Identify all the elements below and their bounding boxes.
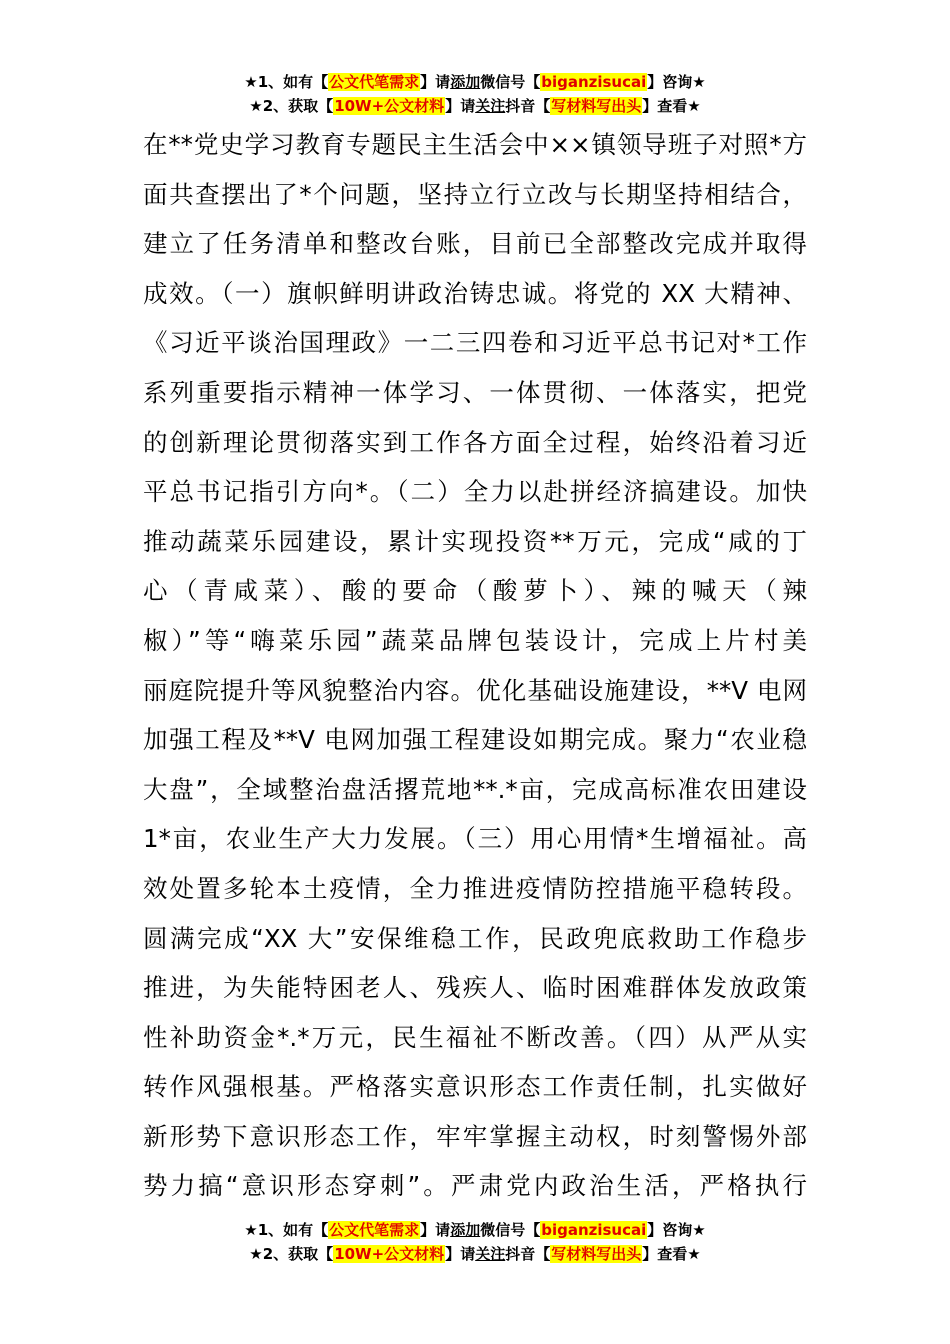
promo-text: 】咨询★ — [647, 1221, 706, 1239]
text-line: 的创新理论贯彻落实到工作各方面全过程，始终沿着习近 — [143, 427, 807, 457]
text-line: 《习近平谈治国理政》一二三四卷和习近平总书记对*工作 — [143, 328, 807, 358]
text-line: 平总书记指引方向*。（二）全力以赴拼经济搞建设。加快 — [143, 477, 807, 507]
text-line: 新形势下意识形态工作，牢牢掌握主动权，时刻警惕外部 — [143, 1121, 807, 1151]
highlight-wechat-id: biganzisucai — [541, 73, 647, 91]
underlined-text: 关注 — [475, 1245, 506, 1263]
bottom-promo-banner — [0, 1218, 950, 1266]
promo-line-1 — [0, 1218, 950, 1242]
highlight-service: 公文代笔需求 — [329, 1221, 420, 1239]
promo-line-2 — [0, 1242, 950, 1266]
text-line: 成效。（一）旗帜鲜明讲政治铸忠诚。将党的 XX 大精神、 — [143, 278, 807, 308]
promo-text: ★2、获取【 — [249, 97, 334, 115]
promo-text: 】请 — [420, 1221, 451, 1239]
text-line: 面共查摆出了*个问题，坚持立行立改与长期坚持相结合， — [143, 179, 807, 209]
text-line: 椒）”等“嗨菜乐园”蔬菜品牌包装设计，完成上片村美 — [143, 625, 807, 655]
promo-text: 】请 — [420, 73, 451, 91]
promo-text: 】查看★ — [642, 97, 701, 115]
promo-text: ★1、如有【 — [244, 1221, 329, 1239]
text-line: 大盘”，全域整治盘活撂荒地**.*亩，完成高标准农田建设 — [143, 774, 807, 804]
promo-line-1 — [0, 70, 950, 94]
text-line: 效处置多轮本土疫情，全力推进疫情防控措施平稳转段。 — [143, 873, 807, 903]
highlight-service: 公文代笔需求 — [329, 73, 420, 91]
underlined-text: 添加 — [450, 1221, 481, 1239]
document-body — [143, 120, 807, 1211]
promo-line-2 — [0, 94, 950, 118]
promo-text: 】请 — [445, 1245, 476, 1263]
promo-text: 】请 — [445, 97, 476, 115]
highlight-douyin-account: 写材料写出头 — [551, 1245, 642, 1263]
text-line: 转作风强根基。严格落实意识形态工作责任制，扎实做好 — [143, 1072, 807, 1102]
text-line: 建立了任务清单和整改台账，目前已全部整改完成并取得 — [143, 229, 807, 259]
text-line: 推动蔬菜乐园建设，累计实现投资**万元，完成“咸的丁 — [143, 526, 807, 556]
text-line: 圆满完成“XX 大”安保维稳工作，民政兜底救助工作稳步 — [143, 923, 807, 953]
underlined-text: 关注 — [475, 97, 506, 115]
promo-text: 抖音【 — [505, 97, 551, 115]
promo-text: 】咨询★ — [647, 73, 706, 91]
top-promo-banner — [0, 70, 950, 118]
text-line: 势力搞“意识形态穿刺”。严肃党内政治生活，严格执行 — [143, 1171, 807, 1201]
text-line: 心（青咸菜）、酸的要命（酸萝卜）、辣的喊天（辣 — [143, 576, 807, 606]
highlight-wechat-id: biganzisucai — [541, 1221, 647, 1239]
highlight-materials: 10W+公文材料 — [334, 97, 445, 115]
promo-text: ★2、获取【 — [249, 1245, 334, 1263]
text-line: 在**党史学习教育专题民主生活会中××镇领导班子对照*方 — [143, 130, 807, 159]
promo-text: 微信号【 — [480, 1221, 541, 1239]
promo-text: 】查看★ — [642, 1245, 701, 1263]
underlined-text: 添加 — [450, 73, 481, 91]
highlight-douyin-account: 写材料写出头 — [551, 97, 642, 115]
text-line: 加强工程及**V 电网加强工程建设如期完成。聚力“农业稳 — [143, 725, 807, 755]
text-line: 丽庭院提升等风貌整治内容。优化基础设施建设，**V 电网 — [143, 675, 807, 705]
promo-text: 抖音【 — [505, 1245, 551, 1263]
text-line: 系列重要指示精神一体学习、一体贯彻、一体落实，把党 — [143, 377, 807, 407]
text-line: 性补助资金*.*万元，民生福祉不断改善。（四）从严从实 — [143, 1022, 807, 1052]
highlight-materials: 10W+公文材料 — [334, 1245, 445, 1263]
text-line: 1*亩，农业生产大力发展。（三）用心用情*生增福祉。高 — [143, 824, 807, 854]
text-line: 推进，为失能特困老人、残疾人、临时困难群体发放政策 — [143, 973, 807, 1003]
promo-text: ★1、如有【 — [244, 73, 329, 91]
promo-text: 微信号【 — [480, 73, 541, 91]
